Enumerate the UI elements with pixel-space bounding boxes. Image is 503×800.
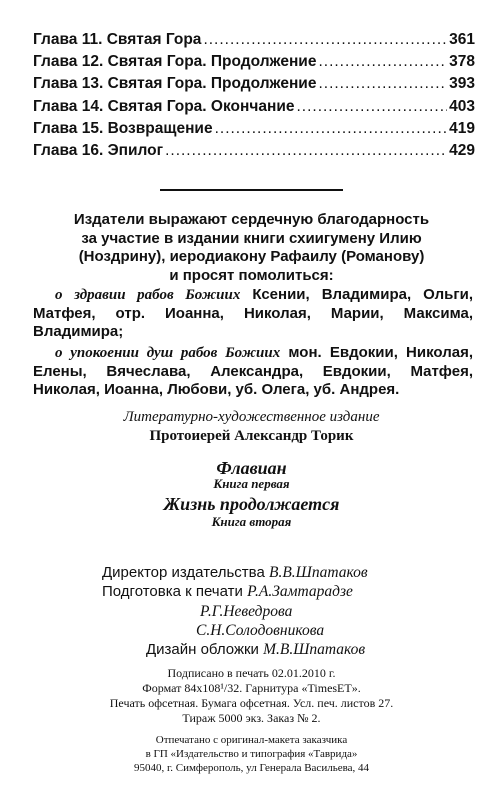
print-format: Формат 84х108¹/32. Гарнитура «TimesET». [142, 681, 361, 695]
book-two-part: Книга вторая [211, 514, 292, 529]
prayer-repose-lead: о упокоении душ рабов Божиих [55, 345, 281, 361]
toc-entry [33, 51, 475, 73]
book-one-part: Книга первая [213, 476, 290, 491]
print-offset-info: Печать офсетная. Бумага офсетная. Усл. печ. листов 27. [109, 696, 394, 710]
staff-name: В.В.Шпатаков [269, 564, 368, 581]
toc-entry [33, 73, 475, 95]
book-one-title: Флавиан [216, 458, 287, 478]
toc-entry-page: 429 [449, 142, 475, 160]
toc-leader-dots [203, 29, 447, 51]
staff-prepress-extra [196, 621, 324, 641]
toc-entry-title: Глава 15. Возвращение [33, 119, 213, 137]
print-signed-date: Подписано в печать 02.01.2010 г. [167, 666, 336, 680]
toc-leader-dots [318, 51, 447, 73]
book-two-title: Жизнь продолжается [163, 494, 340, 514]
toc-leader-dots [296, 96, 447, 118]
staff-prepress-extra [200, 602, 292, 622]
acknowledgement-line: за участие в издании книги схиигумену Илию [81, 229, 422, 247]
toc-leader-dots [215, 118, 448, 140]
toc-entry-page: 393 [449, 75, 475, 93]
staff-role: Подготовка к печати [102, 583, 243, 600]
toc-entry-page: 419 [449, 119, 475, 137]
edition-genre: Литературно-художественное издание [123, 409, 380, 425]
staff-prepress [102, 582, 353, 602]
toc-entry [33, 29, 475, 51]
prayer-health-paragraph [33, 286, 473, 342]
acknowledgement-line: Издатели выражают сердечную благодарность [73, 211, 430, 228]
book-author: Протоиерей Александр Торик [149, 428, 354, 444]
staff-name: М.В.Шпатаков [263, 641, 366, 658]
staff-name: С.Н.Солодовникова [196, 622, 325, 639]
toc-entry-title: Глава 16. Эпилог [33, 142, 164, 160]
toc-entry-title: Глава 13. Святая Гора. Продолжение [33, 75, 317, 93]
section-divider [160, 189, 343, 191]
table-of-contents [33, 29, 475, 162]
staff-name: Р.А.Замтарадзе [247, 583, 353, 600]
staff-name: Р.Г.Неведрова [200, 603, 293, 620]
staff-cover-design [146, 640, 365, 660]
staff-director [102, 563, 368, 583]
printer-line: Отпечатано с оригинал-макета заказчика [155, 734, 348, 746]
prayer-repose-paragraph [33, 344, 473, 400]
staff-role: Директор издательства [102, 564, 265, 581]
toc-leader-dots [318, 73, 447, 95]
toc-entry-title: Глава 14. Святая Гора. Окончание [33, 97, 295, 115]
toc-entry [33, 96, 475, 118]
acknowledgement-line: и просят помолиться: [169, 266, 334, 284]
acknowledgement-text [28, 211, 475, 285]
acknowledgement-line: (Ноздрину), иеродиакону Рафаилу (Романову) [78, 248, 425, 266]
toc-entry [33, 140, 475, 162]
printer-address: 95040, г. Симферополь, ул Генерала Васильева, 44 [133, 762, 370, 774]
print-run: Тираж 5000 экз. Заказ № 2. [182, 711, 321, 725]
toc-leader-dots [165, 140, 447, 162]
toc-entry-title: Глава 12. Святая Гора. Продолжение [33, 53, 317, 71]
prayer-repose-names: мон. Евдокии, Николая, Елены, Вячеслава, Александра, Евдокии, Матфея, Николая, Иоанна, Любови, уб. Олега, уб. Андрея. [33, 344, 473, 399]
toc-entry-page: 403 [449, 97, 475, 115]
prayer-health-names: Ксении, Владимира, Ольги, Матфея, отр. Иоанна, Николая, Марии, Максима, Владимира; [33, 286, 473, 341]
toc-entry [33, 118, 475, 140]
toc-entry-title: Глава 11. Святая Гора [33, 31, 202, 48]
printer-name: в ГП «Издательство и типография «Таврида» [145, 748, 358, 760]
staff-role: Дизайн обложки [146, 641, 259, 658]
toc-entry-page: 378 [449, 53, 475, 71]
toc-entry-page: 361 [449, 31, 475, 48]
prayer-health-lead: о здравии рабов Божиих [55, 287, 241, 303]
